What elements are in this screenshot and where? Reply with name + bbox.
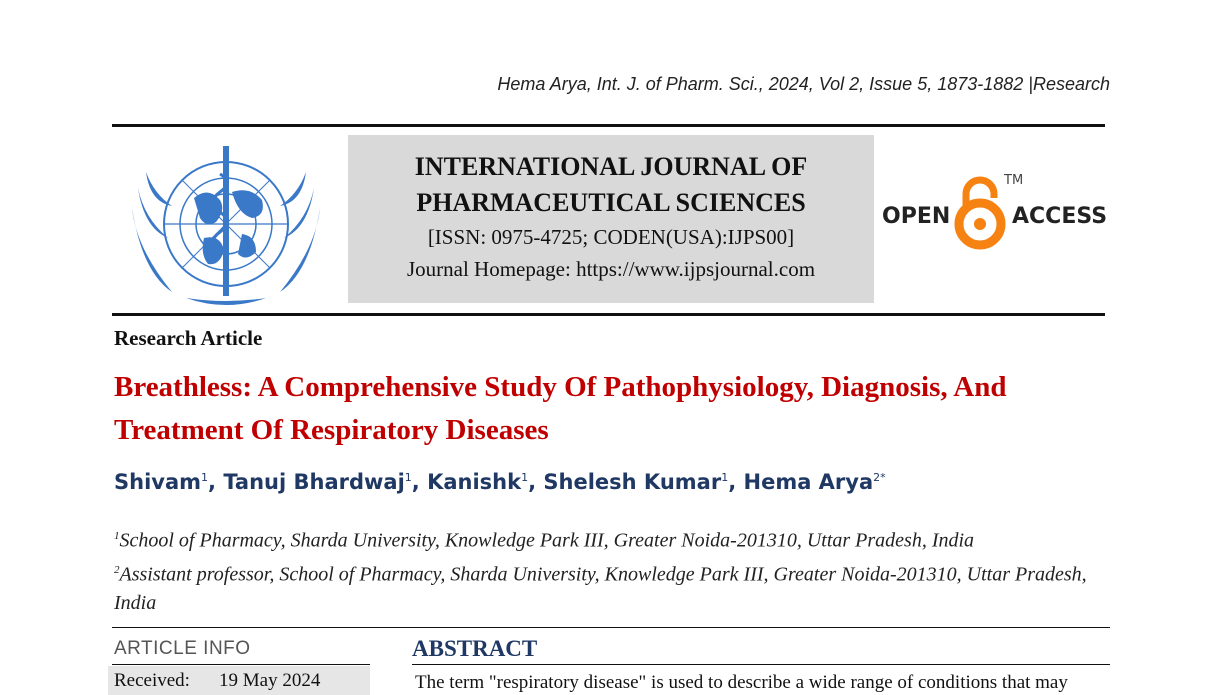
open-access-right-text: ACCESS: [1012, 204, 1108, 229]
journal-issn: [ISSN: 0975-4725; CODEN(USA):IJPS00]: [427, 225, 795, 249]
affiliation-2-text: Assistant professor, School of Pharmacy, Sharda University, Knowledge Park III, Greater Noida-201310, Uttar Pradesh, India: [114, 563, 1087, 615]
journal-homepage: Journal Homepage: https://www.ijpsjournal.com: [406, 257, 816, 281]
abstract-label: ABSTRACT: [412, 636, 538, 661]
article-type: Research Article: [114, 326, 263, 350]
info-divider: [112, 627, 1110, 628]
header-bottom-rule: [112, 313, 1105, 316]
trademark-text: TM: [1004, 173, 1024, 188]
abstract-rule: [412, 664, 1110, 665]
author-affiliation-mark: 1: [404, 471, 412, 484]
author-separator: ,: [208, 470, 224, 494]
journal-banner: [348, 135, 874, 303]
author-name: Hema Arya: [743, 470, 874, 494]
journal-name-line2: PHARMACEUTICAL SCIENCES: [416, 188, 806, 217]
author-separator: ,: [528, 470, 544, 494]
affiliation-2-mark: 2: [114, 563, 120, 576]
abstract-text: The term "respiratory disease" is used to describe a wide range of conditions that may: [415, 672, 1068, 693]
header-top-rule: [112, 124, 1105, 127]
article-info-rule: [112, 664, 370, 665]
affiliation-1-text: School of Pharmacy, Sharda University, Knowledge Park III, Greater Noida-201310, Uttar Pradesh, India: [119, 529, 975, 552]
open-access-logo: [880, 168, 1108, 254]
affiliations: [114, 522, 1114, 618]
article-info-label: ARTICLE INFO: [114, 638, 251, 659]
running-header: Hema Arya, Int. J. of Pharm. Sci., 2024, Vol 2, Issue 5, 1873-1882 |Research: [497, 74, 1110, 94]
received-date: 19 May 2024: [219, 670, 321, 691]
article-title-line1: Breathless: A Comprehensive Study Of Pathophysiology, Diagnosis, And: [114, 371, 1007, 403]
author-list: [114, 470, 886, 494]
open-access-left-text: OPEN: [882, 204, 951, 229]
author-name: Tanuj Bhardwaj: [223, 470, 405, 494]
journal-name-line1: INTERNATIONAL JOURNAL OF: [414, 152, 808, 181]
author-affiliation-mark: 1: [201, 471, 209, 484]
author-separator: ,: [411, 470, 428, 494]
affiliation-1-mark: 1: [114, 530, 120, 542]
author-name: Kanishk: [427, 470, 522, 494]
article-title-line2: Treatment Of Respiratory Diseases: [114, 414, 549, 446]
received-row: [108, 666, 370, 695]
journal-emblem-icon: [124, 138, 328, 308]
received-label: Received:: [114, 670, 190, 691]
affiliation-1: [114, 522, 1114, 556]
author-name: Shivam: [114, 470, 202, 494]
affiliation-2: [114, 556, 1114, 619]
author-affiliation-mark: 1: [721, 471, 729, 484]
author-separator: ,: [728, 470, 744, 494]
article-title: [114, 366, 1114, 452]
author-affiliation-mark: 1: [521, 471, 529, 484]
author-affiliation-mark: 2*: [873, 471, 886, 484]
author-name: Shelesh Kumar: [543, 470, 722, 494]
